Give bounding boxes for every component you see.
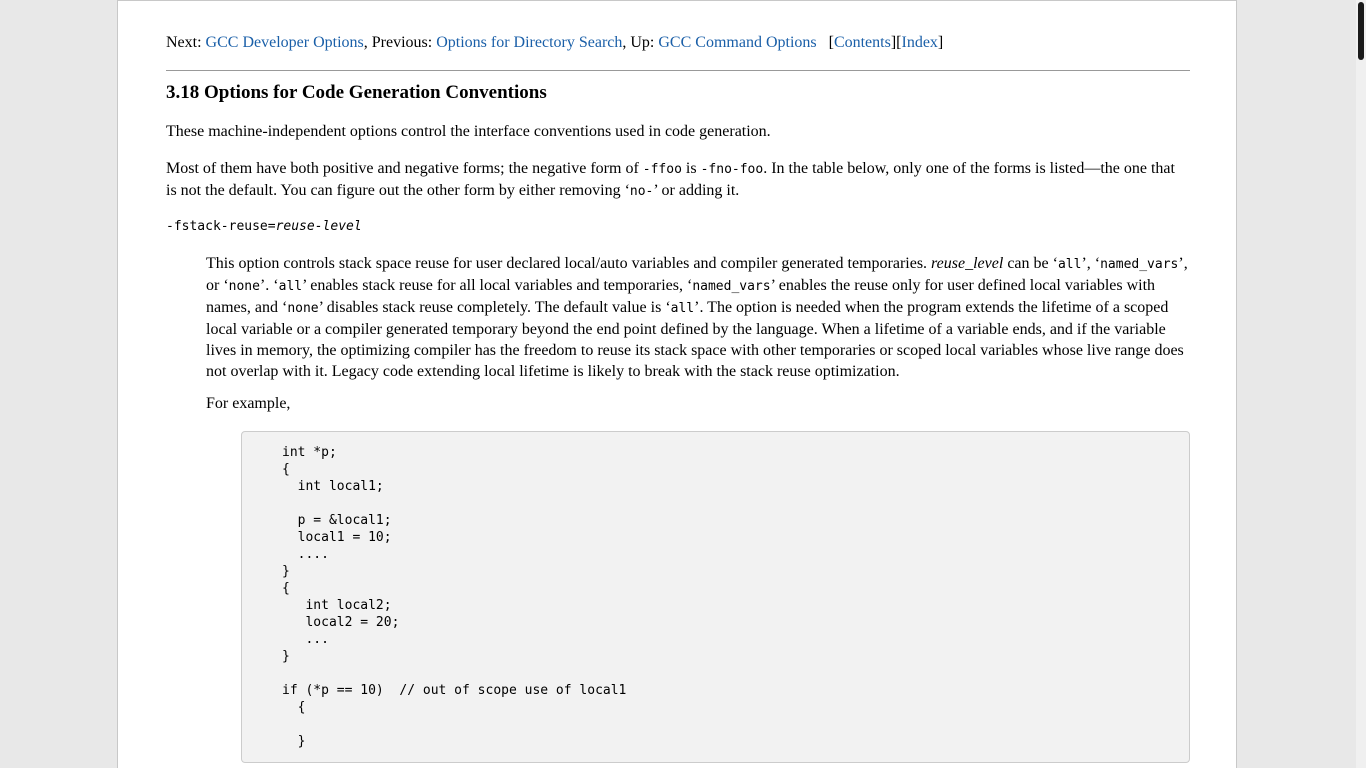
text: is: [681, 160, 701, 177]
bracket-mid: ][: [890, 34, 902, 51]
bracket-close: ]: [937, 34, 944, 51]
code-named-vars: named_vars: [692, 279, 771, 294]
previous-label: , Previous:: [363, 34, 437, 51]
reuse-level-var: reuse_level: [931, 255, 1004, 272]
code-example: int *p; { int local1; p = &local1; local1 = 10; .... } { int local2; local2 = 20; ... } if (*p == 10) // out of scope use of local1 { }: [282, 445, 627, 749]
text: ’. The option is needed when the program extends the lifetime of a scoped local variable or a compiler generated temporary beyond the end point defined by the language. When a lifetime of a variable ends, and if the variable lives in memory, the optimizing compiler has the freedom to reuse its stack space with other temporaries or scoped local variables whose live range does not overlap with it. Legacy code extending local lifetime is likely to break with the stack reuse optimization.: [206, 299, 1184, 380]
vertical-scrollbar[interactable]: [1356, 0, 1366, 768]
code-named-vars: named_vars: [1100, 257, 1179, 272]
next-label: Next:: [166, 34, 206, 51]
code-ffoo: -ffoo: [642, 162, 682, 177]
code-all: all: [670, 301, 695, 316]
option-name: -fstack-reuse=: [166, 219, 276, 234]
example-intro: For example,: [206, 395, 291, 412]
text: ’, ‘: [1081, 255, 1101, 272]
text: Most of them have both positive and negative forms; the negative form of: [166, 160, 643, 177]
forms-paragraph: [166, 158, 1186, 202]
option-argument: reuse-level: [275, 219, 362, 234]
code-no: no-: [629, 184, 654, 199]
code-all: all: [278, 279, 303, 294]
up-label: , Up:: [622, 34, 659, 51]
option-description: [206, 253, 1190, 382]
text: ’. ‘: [259, 277, 279, 294]
intro-paragraph: These machine-independent options control the interface conventions used in code generation.: [166, 123, 771, 140]
previous-link[interactable]: Options for Directory Search: [436, 34, 623, 51]
code-example-block: [241, 431, 1190, 763]
text: ’ or adding it.: [653, 182, 740, 199]
text: This option controls stack space reuse for user declared local/auto variables and compiler generated temporaries.: [206, 255, 932, 272]
text: ’ enables the reuse only for user defined local variables with names, and ‘: [206, 277, 1156, 316]
index-link[interactable]: Index: [901, 34, 938, 51]
text: ’ disables stack reuse completely. The default value is ‘: [318, 299, 671, 316]
bracket-open: [: [828, 34, 834, 51]
navigation-bar: [166, 33, 943, 53]
text: . In the table below, only one of the forms is listed—the one that is not the default. You can figure out the other form by either removing ‘: [166, 160, 1175, 199]
contents-link[interactable]: Contents: [833, 34, 891, 51]
text: ’, or ‘: [206, 255, 1188, 294]
document-page: [117, 0, 1237, 768]
text: can be ‘: [1003, 255, 1058, 272]
header-divider: [166, 70, 1190, 71]
section-heading: 3.18 Options for Code Generation Conventions: [166, 82, 547, 103]
code-all: all: [1057, 257, 1082, 272]
up-link[interactable]: GCC Command Options: [658, 34, 817, 51]
scrollbar-thumb[interactable]: [1358, 2, 1364, 60]
next-link[interactable]: GCC Developer Options: [205, 34, 364, 51]
option-term: [166, 217, 362, 237]
text: ’ enables stack reuse for all local variables and temporaries, ‘: [302, 277, 693, 294]
code-none: none: [287, 301, 319, 316]
code-fno-foo: -fno-foo: [700, 162, 764, 177]
code-none: none: [228, 279, 260, 294]
